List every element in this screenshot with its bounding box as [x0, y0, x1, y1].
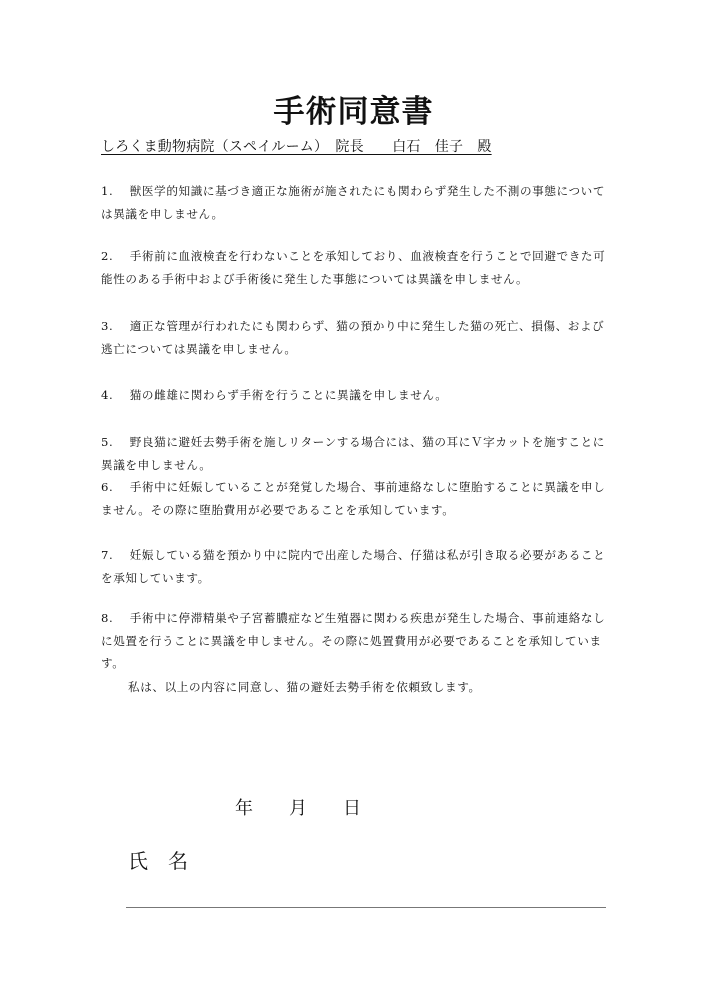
clause-3: 3. 適正な管理が行われたにも関わらず、猫の預かり中に発生した猫の死亡、損傷、および逃亡については異議を申しません。: [101, 319, 605, 356]
clause-4: 4. 猫の雌雄に関わらず手術を行うことに異議を申しません。: [101, 388, 448, 402]
clause-2: 2. 手術前に血液検査を行わないことを承知しており、血液検査を行うことで回避できた可能性のある手術中および手術後に発生した事態については異議を申しません。: [101, 249, 606, 286]
clause-1: 1. 獣医学的知識に基づき適正な施術が施されたにも関わらず発生した不測の事態については異議を申しません。: [101, 184, 606, 221]
clause-6: 6. 手術中に妊娠していることが発覚した場合、事前連絡なしに堕胎することに異議を申しません。その際に堕胎費用が必要であることを承知しています。: [101, 480, 606, 517]
clause-5: 5. 野良猫に避妊去勢手術を施しリターンする場合には、猫の耳にＶ字カットを施すことに異議を申しません。: [101, 435, 605, 472]
clause-8: 8. 手術中に停滞精巣や子宮蓄膿症など生殖器に関わる疾患が発生した場合、事前連絡なしに処置を行うことに異議を申しません。その際に処置費用が必要であることを承知しています。: [101, 611, 606, 670]
date-field-label: 年 月 日: [235, 798, 361, 819]
name-field-label: 氏 名: [128, 849, 188, 873]
clause-7: 7. 妊娠している猫を預かり中に院内で出産した場合、仔猫は私が引き取る必要があることを承知しています。: [101, 548, 606, 585]
addressee-line: しろくま動物病院（スペイルーム） 院長 白石 佳子 殿: [101, 139, 492, 155]
closing-statement: 私は、以上の内容に同意し、猫の避妊去勢手術を依頼致します。: [128, 680, 481, 694]
document-title: 手術同意書: [273, 94, 434, 130]
signature-line: [126, 907, 606, 908]
